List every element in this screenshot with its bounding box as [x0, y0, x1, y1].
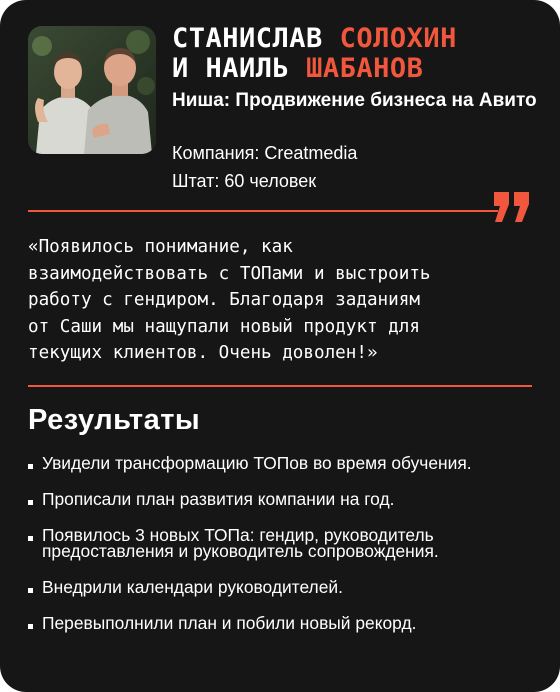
bullet-icon — [28, 588, 33, 593]
results-heading: Результаты — [28, 404, 201, 436]
divider-top — [28, 210, 498, 212]
business-niche: Ниша: Продвижение бизнеса на Авито — [172, 90, 537, 111]
result-text: Появилось 3 новых ТОПа: гендир, руководитель предоставления и руководитель сопровождения. — [42, 525, 439, 561]
result-text: Прописали план развития компании на год. — [42, 489, 395, 509]
first-person-first-name: СТАНИСЛАВ — [172, 23, 323, 54]
list-item — [28, 455, 533, 471]
person-names — [172, 24, 457, 84]
first-person-last-name: СОЛОХИН — [339, 23, 457, 54]
list-item — [28, 615, 533, 631]
portrait-photo — [28, 26, 156, 154]
divider-bottom — [28, 385, 532, 387]
name-line-1 — [172, 24, 457, 54]
two-men-photo-icon — [28, 26, 156, 154]
list-item — [28, 527, 533, 559]
bullet-icon — [28, 536, 33, 541]
testimonial-quote: «Появилось понимание, как взаимодействовать с ТОПами и выстроить работу с гендиром. Благодаря заданиям от Саши мы нащупали новый продукт для текущих клиентов. Очень доволен!» — [28, 237, 431, 363]
bullet-icon — [28, 464, 33, 469]
bullet-icon — [28, 500, 33, 505]
name-line-2 — [172, 54, 457, 84]
list-item — [28, 491, 533, 507]
company-name: Компания: Creatmedia — [172, 143, 358, 163]
quotation-marks-icon — [492, 190, 532, 224]
second-person-first-name: И НАИЛЬ — [172, 53, 290, 84]
result-text: Перевыполнили план и побили новый рекорд. — [42, 613, 417, 633]
second-person-last-name: ШАБАНОВ — [306, 53, 424, 84]
result-text: Внедрили календари руководителей. — [42, 577, 343, 597]
staff-count: Штат: 60 человек — [172, 171, 317, 191]
list-item — [28, 579, 533, 595]
bullet-icon — [28, 624, 33, 629]
results-list — [28, 455, 533, 631]
result-text: Увидели трансформацию ТОПов во время обучения. — [42, 453, 472, 473]
